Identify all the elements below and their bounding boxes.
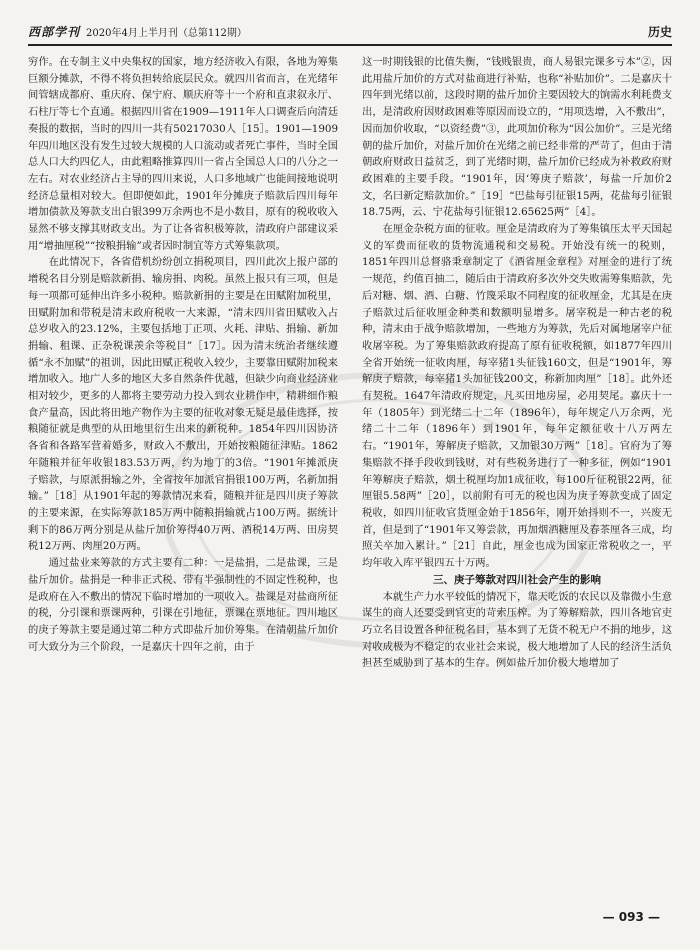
header-left xyxy=(28,23,247,40)
paragraph: 本就生产力水平较低的情况下，靠天吃饭的农民以及靠微小生意谋生的商人还要受到官吏的苛索压榨。为了筹解赔款，四川各地官吏巧立名目设置各种征税名目，基本到了无货不税无户不捐的地步，这对收成极为不稳定的农业社会来说，极大地增加了人民的经济生活负担甚至威胁到了基本的生存。例如盐斤加价极大地增加了 xyxy=(362,590,672,670)
paragraph: 在厘金杂税方面的征收。厘金是清政府为了筹集镇压太平天国起义的军费而征收的货物流通税和交易税。开始没有统一的税则，1851年四川总督骆秉章制定了《酒省厘金章程》对厘金的进行了统一规范，约值百抽二，随后由于清政府多次外交失败需筹集赔款，先后对糖、烟、酒、白糖、竹篾采取不同程度的征收厘金，尤其是在庚子赔款过后征收厘金种类和数额明显增多。屠宰税是一种古老的税种，清末由于战争赔款增加，一些地方为筹款，先后对属地屠宰户征收屠宰税。为了筹集赔款政府提高了原有征收税额，如1877年四川全省开始统一征收肉厘，每宰猪1头征钱160文，但是“1901年，筹解庚子赔款，每宰猪1头加征钱200文，称新加肉厘”［18］。此外还有契税。1647年清政府规定，凡买田地房屋，必用契尾。嘉庆十一年（1805年）到光绪二十二年（1896年），每年规定八万余两，光绪二十二年（1896年）到1901年，每年定额征收十八万两左右。“1901年，筹解庚子赔款，又加银30万两”［18］。官府为了筹集赔款不择手段收到钱财，对有些税务进行了一种多征，例如“1901年筹解庚子赔款，烟土税厘均加1成征收，每100斤征税银22两，征厘银5.58两”［20］，以前附有可无的税也因为庚子筹款变成了固定税收，如四川征收官货厘金始于1856年，刚开始抖则不一，兴废无首，但是到了“1901年又筹尝款，再加烟酒糖厘及春茶厘各三成，均照关卒加入累计。”［21］自此，厘金也成为国家正常税收之一，平均年收入库平银四五十万两。 xyxy=(362,223,672,570)
page-number: — 093 — xyxy=(602,910,660,924)
paragraph: 在此情况下，各省借机纷纷创立捐税项目，四川此次上报户部的增税名目分别是赔款新捐、输房捐、肉税。虽然上报只有三项，但是每一项都可延伸出许多小税种。赔款新捐的主要是在田赋附加税里，田赋附加和带税是清末政府税收一大来源，“清末四川省田赋收入占总岁收入的23.12%，主要包括地丁正项、火耗、津贴、捐输、新加捐输、租课、正杂税课羡余等税目”［17］。因为清末统治者继续遵循“永不加赋”的祖训，因此田赋正税收入较少，主要靠田赋附加税来增加收入。地广人多的地区大多自然条件优越，但缺少向商业经济业相对较少，更多的人都将主要劳动力投入到农业耕作中，精耕细作粮食产量高，因此将田地产物作为主要的征收对象无疑是最佳选择，按粮随征就是典型的从田地里衍生出来的新税种。1854年四川因协济各省和各路军营着婚多，财政入不敷出，开始按粮随征津贴。1862年随粮并征年收银183.53万两，约为地丁的3倍。“1901年摊派庚子赔款，与原派捐输之外，全省按年加派官捐银100万两，名新加捐输。”［18］从1901年起的筹款情况来看，随粮并征是四川庚子筹款的主要来源，在实际筹款185万两中随粮捐输就占100万两。据统计剩下的86万两分别是从盐斤加价筹得40万两、酒税14万两、田房契税12万两、肉厘20万两。 xyxy=(28,256,338,553)
paragraph: 穷作。在专制主义中央集权的国家，地方经济收入有限，各地为筹集巨额分摊款，不得不将负担转给底层民众。就四川省而言，在光绪年间管辖成都府、重庆府、保宁府、顺庆府等十一个府和直隶叙永厅、石柱厅等七个直通。根据四川省在1909—1911年人口调查后向清廷奏报的数据，当时的四川一共有50217030人［15］。1901—1909年四川地区没有发生过较大规模的人口流动或者死亡事件，当时全国总人口大约四亿人，由此粗略推算四川一省占全国总人口的八分之一左右。对农业经济占主导的四川来说，人口多地域广也能间接地说明经济总量相对较大。但即便如此，1901年分摊庚子赔款后四川每年增加债款及筹款支出白银399万余两也不是小数目，原有的税收收入显然不够支撑其财政支出。为了让各省积极筹款，清政府户部建议采用“增抽厘税”“按粮捐输”或者因时制宜等方式筹集款项。 xyxy=(28,56,338,252)
left-column xyxy=(28,54,338,890)
paragraph: 通过盐业来筹款的方式主要有二种：一是盐捐，二是盐课，三是盐斤加价。盐捐是一种非正式税、带有半强制性的不固定性税种，也是政府在入不敷出的情况下临时增加的一项收入。盐课是对盐商所征的税，分引课和票课两种，引课在引地征，票课在票地征。四川地区的庚子筹款主要是通过第二种方式即盐斤加价筹集。在清朝盐斤加价可大致分为三个阶段，一是嘉庆十四年之前，由于 xyxy=(28,557,338,653)
section-heading: 三、庚子筹款对四川社会产生的影响 xyxy=(433,573,601,586)
issue-info: 2020年4月上半月刊（总第112期） xyxy=(86,27,247,39)
article-body xyxy=(28,54,672,890)
right-column xyxy=(362,54,672,890)
journal-logo: 西部学刊 xyxy=(28,24,81,39)
paragraph: 这一时期钱银的比值失衡，“钱贱银贵，商人易银完课多亏本”②，因此用盐斤加价的方式对盐商进行补贴，也称“补贴加价”。二是嘉庆十四年到光绪以前，这段时期的盐斤加价主要因较大的饷需水利耗费支出，是清政府因财政困难等原因而设立的，“用项迭增，入不敷出”，因而加价收取，“以资经费”③，此项加价称为“因公加价”。三是光绪朝的盐斤加价，对盐斤加价在光绪之前已经非常的严苛了，但由于清朝政府财政日益贫乏，到了光绪时期，盐斤加价已经成为补救政府财政困难的主要手段。“1901年，因‘筹庚子赔款’，每盐一斤加价2文，名曰新定赔款加价。”［19］“巴盐每引征银15两，花盐每引征银18.75两，云、宁花盐每引征银12.65625两”［4］。 xyxy=(362,56,672,219)
page-header xyxy=(28,18,672,46)
section-tag: 历史 xyxy=(647,24,672,39)
